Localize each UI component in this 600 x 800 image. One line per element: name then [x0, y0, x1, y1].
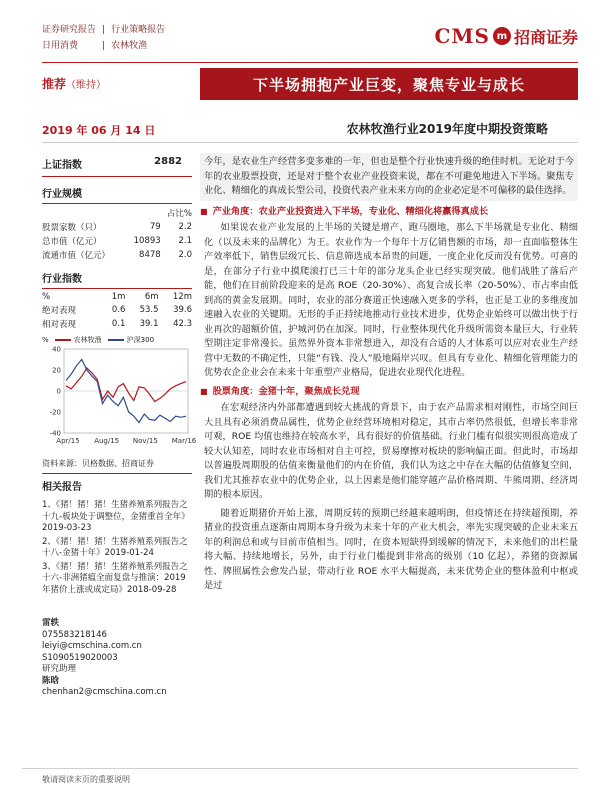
scale-title: 行业规模 — [42, 185, 192, 204]
analyst-contact — [42, 618, 192, 699]
main-content — [200, 153, 578, 594]
perf-chart — [42, 345, 197, 449]
x-tick-label: Mar/16 — [171, 437, 197, 445]
chart-source: 资料来源：贝格数据、招商证券 — [42, 458, 192, 474]
index-row — [42, 150, 192, 177]
legend-label-hs300: 沪深300 — [126, 336, 155, 344]
logo-mark-icon: m — [493, 27, 511, 45]
page-title: 下半场拥抱产业巨变，聚焦专业与成长 — [200, 68, 578, 100]
table-row: 股票家数（只） 79 2.2 — [42, 222, 192, 233]
index-value: 2882 — [154, 156, 182, 167]
chart-legend — [42, 335, 192, 345]
analyst-name: 雷轶 — [42, 618, 60, 628]
assistant-role: 研究助理 — [42, 664, 77, 674]
scale-table — [42, 206, 192, 262]
table-row: 绝对表现 0.6 53.5 39.6 — [42, 305, 192, 316]
table-row: 流通市值（亿元） 8478 2.0 — [42, 250, 192, 261]
analyst-email[interactable]: leiyi@cmschina.com.cn — [42, 641, 142, 651]
series-line-0 — [66, 368, 186, 402]
y-tick-label: -20 — [49, 408, 61, 417]
square-bullet-icon: ■ — [200, 386, 208, 396]
rating-label: 推荐 — [42, 77, 67, 91]
legend-swatch-agri — [55, 339, 71, 341]
x-tick-label: Nov/15 — [132, 437, 158, 445]
tag-sector: 日用消费 — [42, 41, 79, 51]
related-report-1[interactable]: 1、《猪！猪！猪！生猪养殖系列报告之十九-板块处于调整位，金猪重首全年》2019-03-23 — [42, 500, 190, 533]
table-row: 总市值（亿元） 10893 2.1 — [42, 236, 192, 247]
analyst-phone: 075583218146 — [42, 629, 107, 640]
title-divider — [42, 142, 578, 143]
related-report-3[interactable]: 3、《猪！猪！猪！生猪养殖系列报告之十六-非洲猪瘟全面复盘与推演：2019 年猪价上涨或成定局》2018-09-28 — [42, 561, 188, 595]
tag-report-type: 证券研究报告 — [42, 25, 97, 35]
paragraph: 如果说农业产业发展的上半场的关键是增产、跑马圈地，那么下半场就是专业化、精细化（以及未来的品牌化）为王。农业作为一个每年十万亿销售额的市场，却一直面临整体生产效率低下，销售层级冗长、信息筛选成本昂贵的问题，一度企业化反而没有优势。可喜的是，在部分子行业中摸爬滚打已三十年的部分龙头企业已经实现突破。他们战胜了落后产能，他们在目前阶段迎来的是高 ROE（20-30%）、高复合成长率（20-50%）、市占率由低到高的黄金发展期。同时，农业的部分赛道正快速融入更多的学科，也正是工业的多维度加速融入农业的关键期。无形的手正持续地推动行业技术进步，优势企业始终可以做出快于行业再次的超额价值，护城河仍在加深。同时，行业整体现代化升级所需资本量巨大，行业转型期注定非常漫长。虽然界外资本非常想进入，却没有合适的人才体系可以应对农业生产经营中无数的不确定性，只能“有钱、没人”般地隔岸兴叹。但具有专业化、精细化管理能力的优势农企企业会在未来十年重塑产业格局，促进农业现代化进程。 — [204, 222, 578, 378]
legend-label-agri: 农林牧渔 — [73, 336, 102, 344]
perf-table: % 1m 6m 12m 绝对表现 0.6 53.5 39.6 相对表现 0.1 39.1 42.3 — [42, 292, 192, 330]
x-tick-label: Apr/15 — [56, 437, 80, 445]
cms-logo — [434, 24, 578, 48]
index-label: 上证指数 — [42, 160, 82, 171]
perf-title: 行业指数 — [42, 270, 192, 289]
section-heading-industry — [200, 205, 578, 220]
related-report-2[interactable]: 2、《猪！猪！猪！生猪养殖系列报告之十八-金猪十年》2019-01-24 — [42, 536, 188, 558]
table-row: 相对表现 0.1 39.1 42.3 — [42, 319, 192, 330]
footer-note: 敬请阅读末页的重要说明 — [42, 775, 130, 784]
rating-sub: （维持） — [66, 80, 107, 91]
paragraph: 随着近期猪价开始上涨，周期反转的预期已经越来越明朗，但疫情还在持续超预期，养猪业的投资重点逐渐由周期本身升级为未来十年的产业大机会，率先实现突破的企业未来五年的利润总和或与目前市值相当。同时，在资本短缺得到缓解的情况下，未来他们的出栏量将大幅、持续地增长，另外，由于行业门槛提到非常高的级别（10 亿起），养猪的资源属性、牌照属性会愈发凸显，带动行业 ROE 水平大幅提高，未来优势企业的整体盈利中枢或是过 — [204, 507, 578, 591]
header-divider — [42, 62, 578, 63]
assistant-email[interactable]: chenhan2@cmschina.com.cn — [42, 687, 167, 697]
report-date: 2019 年 06 月 14 日 — [42, 124, 156, 137]
section-heading-text: 产业角度：农业产业投资进入下半场，专业化、精细化将赢得真成长 — [212, 205, 489, 217]
footer-divider — [22, 768, 578, 769]
y-tick-label: 40 — [52, 345, 61, 354]
legend-swatch-hs300 — [108, 339, 124, 341]
assistant-name: 陈晗 — [42, 675, 60, 686]
intro-paragraph: 今年，是农业生产经营多变多难的一年，但也是整个行业快速升级的绝佳时机。无论对于今年的农业股票投资，还是对于整个农业产业投资来说，都在不可避免地进入下半场。聚焦专业化、精细化的真成长型公司，投资代表产业未来方向的企业必定是不可偏移的最佳选择。 — [200, 153, 578, 201]
logo-cn: 招商证券 — [513, 27, 578, 47]
y-tick-label: 0 — [56, 387, 61, 396]
tag-report-kind: 行业策略报告 — [111, 25, 166, 35]
square-bullet-icon: ■ — [200, 206, 208, 216]
rating — [42, 75, 106, 92]
paragraph: 在宏观经济内外部都遭遇到较大挑战的背景下，由于农产品需求相对刚性，市场空间巨大且具有必须消费品属性，优势企业经营环境相对稳定，其市占率仍然很低，但增长率非常可观，ROE 均值也维持在较高水平，具有很好的价值基础。行业门槛有似很实则很高造成了较大认知差，同时农业市场相对自主可控，贸易摩擦对板块的影响偏正面。但此时，市场却以普遍股周期股的估值来衡量他们的内在价值，我们认为这之中存在大幅的估值修复空间，我们尤其推荐农业中的优势企业，以上因素是他们能穿越产品价格周期、牛熊周期、经济周期的根本原因。 — [204, 402, 578, 500]
sidebar — [42, 150, 197, 598]
scale-header: 占比% — [166, 209, 192, 219]
tag-industry: 农林牧渔 — [111, 41, 148, 51]
related-list — [42, 500, 192, 596]
section-heading-stock — [200, 385, 578, 400]
report-tags: 证券研究报告 | 行业策略报告 日用消费 | 农林牧渔 — [42, 25, 166, 51]
legend-unit: % — [42, 336, 49, 344]
related-title: 相关报告 — [42, 482, 82, 493]
section-heading-text: 股票角度：金猪十年，聚焦成长兑现 — [212, 385, 360, 397]
report-subtitle: 农林牧渔行业2019年度中期投资策略 — [346, 122, 548, 136]
analyst-id: S1090519020003 — [42, 652, 118, 663]
y-tick-label: -40 — [49, 429, 61, 438]
y-tick-label: 20 — [52, 366, 61, 375]
x-tick-label: Aug/15 — [94, 437, 120, 445]
logo-latin: CMS — [434, 24, 490, 48]
